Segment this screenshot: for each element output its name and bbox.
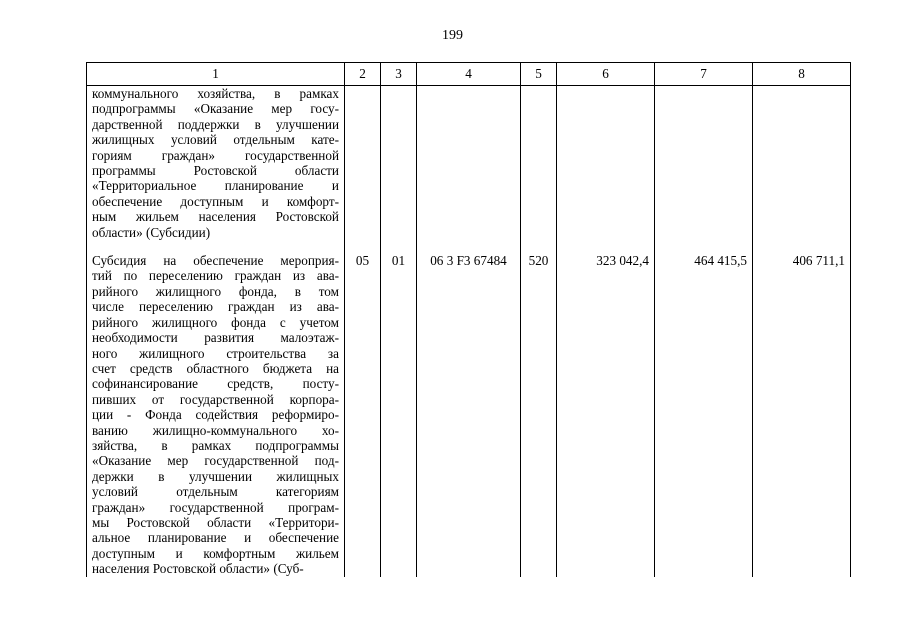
description-line: тий по переселению граждан из ава- [92,268,339,284]
header-col-7: 7 [655,63,753,86]
description-line: альное планирование и обеспечение [92,530,339,546]
description-line: ного жилищного строительства за [92,345,339,361]
header-col-6: 6 [557,63,655,86]
description-line: обеспечение доступным и комфорт- [92,193,339,209]
row-amount-year-1: 323 042,4 [557,244,655,577]
description-line: софинансирование средств, посту- [92,376,339,392]
row-target-article: 06 3 F3 67484 [417,244,521,577]
description-line: дарственной поддержки в улучшении [92,116,339,132]
header-col-1: 1 [87,63,345,86]
description-line: держки в улучшении жилищных [92,468,339,484]
description-line: гориям граждан» государственной [92,147,339,163]
row-amount-year-2 [655,86,753,245]
row-amount-year-3: 406 711,1 [753,244,851,577]
description-line: доступным и комфортным жильем [92,545,339,561]
description-line: жилищных условий отдельным кате- [92,132,339,148]
header-col-8: 8 [753,63,851,86]
page-number: 199 [442,28,463,43]
description-line: коммунального хозяйства, в рамках [92,86,339,101]
row-amount-year-1 [557,86,655,245]
header-col-3: 3 [381,63,417,86]
description-line: области» (Субсидии) [92,224,211,240]
description-line: населения Ростовской области» (Суб- [92,561,304,577]
table-row [87,244,851,577]
header-col-5: 5 [521,63,557,86]
description-line: зяйства, в рамках подпрограммы [92,437,339,453]
description-line: Субсидия на обеспечение мероприя- [92,253,339,269]
description-line: ции - Фонда содействия реформиро- [92,407,339,423]
row-description [87,86,345,245]
description-line: ным жильем населения Ростовской [92,209,339,225]
description-line: «Территориальное планирование и [92,178,339,194]
description-line: «Оказание мер государственной под- [92,453,339,469]
description-line: необходимости развития малоэтаж- [92,330,339,346]
row-subsection [381,86,417,245]
description-line: рийного жилищного фонда с учетом [92,314,339,330]
header-col-4: 4 [417,63,521,86]
description-line: счет средств областного бюджета на [92,360,339,376]
table-row [87,86,851,245]
row-target-article [417,86,521,245]
row-section: 05 [345,244,381,577]
description-line: условий отдельным категориям [92,484,339,500]
header-col-2: 2 [345,63,381,86]
row-subsection: 01 [381,244,417,577]
description-line: граждан» государственной програм- [92,499,339,515]
description-line: программы Ростовской области [92,163,339,179]
row-amount-year-2: 464 415,5 [655,244,753,577]
description-line: мы Ростовской области «Территори- [92,514,339,530]
description-line: подпрограммы «Оказание мер госу- [92,101,339,117]
description-line: числе переселению граждан из ава- [92,299,339,315]
row-expense-type: 520 [521,244,557,577]
description-line: рийного жилищного фонда, в том [92,283,339,299]
row-expense-type [521,86,557,245]
header-row [87,63,851,86]
row-description [87,244,345,577]
row-amount-year-3 [753,86,851,245]
description-line: пивших от государственной корпора- [92,391,339,407]
row-section [345,86,381,245]
budget-table [86,62,851,577]
description-line: ванию жилищно-коммунального хо- [92,422,339,438]
